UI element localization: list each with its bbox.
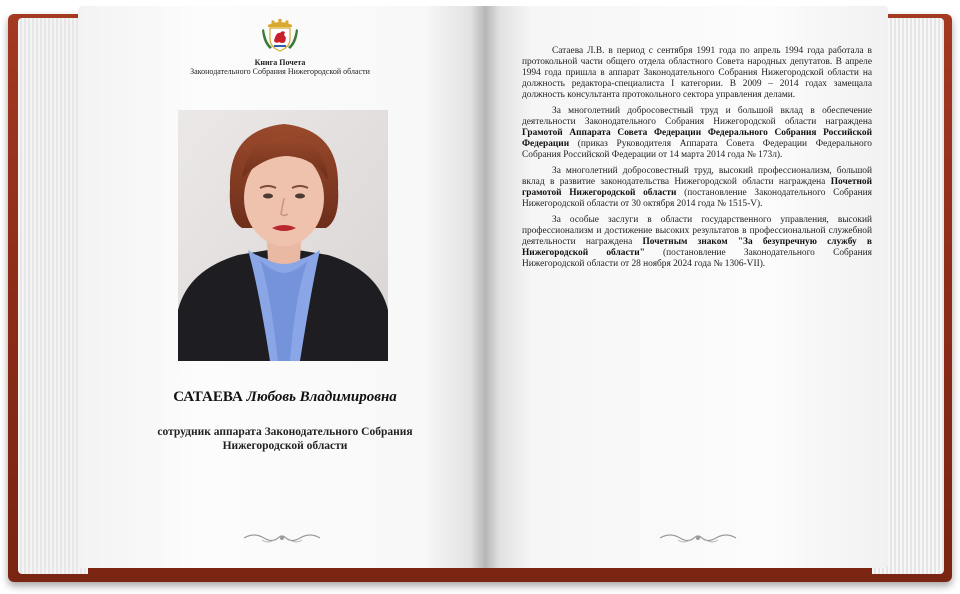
bio-paragraph: [522, 106, 872, 161]
bio-paragraph: [522, 215, 872, 270]
bio-text: За особые заслуги в области государственного управления, высокий профессионализм и достижение высоких результатов в профессиональной служебной деятельности награждена: [522, 215, 872, 247]
bio-text: За многолетний добросовестный труд и большой вклад в обеспечение деятельности Законодательного Собрания Нижегородской области награждена: [522, 106, 872, 127]
ornament-flourish-icon: [242, 531, 322, 545]
book-subtitle: Законодательного Собрания Нижегородской области: [190, 67, 370, 76]
bio-text: За многолетний добросовестный труд, высокий профессионализм, большой вклад в развитие законодательства Нижегородской области награждена: [522, 166, 872, 187]
ornament-flourish-icon: [658, 531, 738, 545]
book-spine: [470, 6, 500, 568]
award-name: Почетной грамотой Нижегородской области: [522, 177, 872, 198]
person-given-names: Любовь Владимировна: [246, 389, 397, 405]
portrait-photo: [178, 110, 388, 361]
bio-text: (приказ Руководителя Аппарата Совета Федерации Федерального Собрания Российской Федерации от 14 марта 2014 года № 173л).: [522, 139, 872, 160]
book-title: Книга Почета: [254, 58, 306, 67]
award-name: Грамотой Аппарата Совета Федерации Федерального Собрания Российской Федерации: [522, 128, 872, 149]
bio-text: (постановление Законодательного Собрания Нижегородской области от 28 ноября 2024 года № 1306-VII).: [522, 248, 872, 269]
person-surname: САТАЕВА: [173, 389, 243, 405]
biography-text: [522, 46, 872, 275]
bio-text: (постановление Законодательного Собрания Нижегородской области от 30 октября 2014 года № 1515-V).: [522, 188, 872, 209]
person-role: сотрудник аппарата Законодательного Собрания Нижегородской области: [157, 426, 413, 452]
award-name: Почетным знаком "За безупречную службу в Нижегородской области": [522, 237, 872, 258]
person-name: [90, 389, 480, 406]
bio-paragraph: Сатаева Л.В. в период с сентября 1991 года по апрель 1994 года работала в протокольной части общего отдела областного Совета народных депутатов. В апреле 1994 года пришла в аппарат Законодательного Собрания Нижегородской области на должность редактора-специалиста I категории. В 2009 – 2014 годах замещала должность консультанта протокольного сектора управления делами.: [522, 46, 872, 100]
coat-of-arms-icon: [262, 17, 298, 53]
bio-paragraph: [522, 166, 872, 210]
